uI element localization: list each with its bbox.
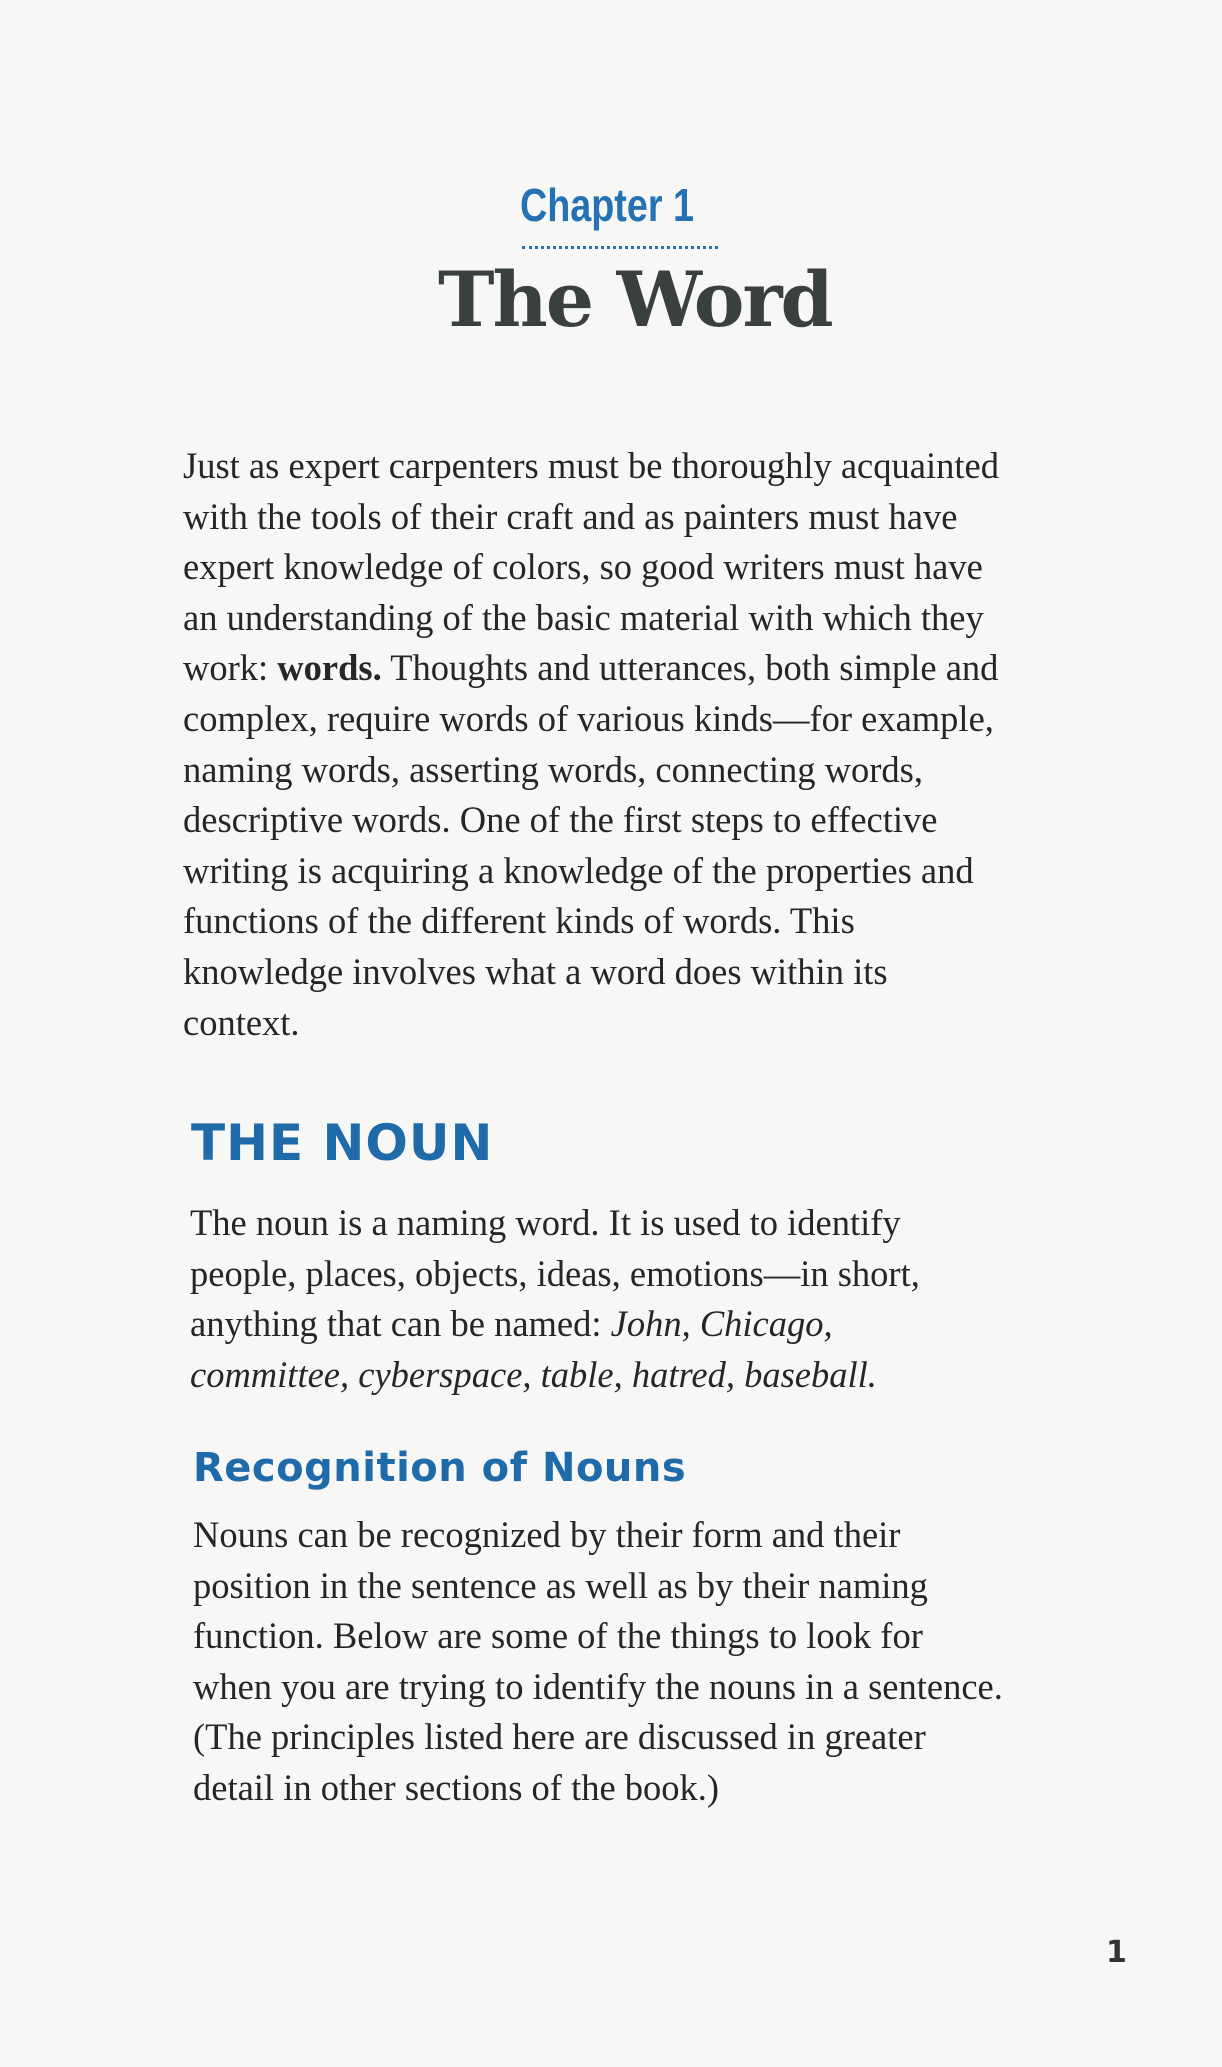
chapter-dotted-rule: [522, 246, 718, 249]
recognition-paragraph: [193, 1510, 1003, 1814]
intro-line-prefix: work:: [183, 647, 278, 689]
intro-line-suffix: Thoughts and utterances, both simple and: [381, 647, 999, 689]
noun-line: people, places, objects, ideas, emotions—in short,: [190, 1252, 920, 1294]
intro-line: an understanding of the basic material with which they: [183, 596, 984, 638]
intro-line: descriptive words. One of the first steps to effective: [183, 799, 938, 841]
page-number: 1: [1106, 1935, 1127, 1970]
intro-line: writing is acquiring a knowledge of the properties and: [183, 849, 974, 891]
recognition-line: detail in other sections of the book.): [193, 1766, 720, 1808]
section-heading-the-noun: THE NOUN: [191, 1114, 494, 1172]
intro-paragraph: [183, 441, 999, 1048]
intro-line-with-bold: [183, 643, 999, 694]
recognition-line: function. Below are some of the things to look for: [193, 1615, 923, 1657]
intro-line: functions of the different kinds of words. This: [183, 900, 855, 942]
intro-line: with the tools of their craft and as painters must have: [183, 495, 958, 537]
noun-examples-line: [190, 1350, 920, 1401]
intro-line: context.: [183, 1001, 300, 1043]
noun-examples-italic: committee, cyberspace, table, hatred, baseball.: [190, 1353, 877, 1395]
recognition-line: position in the sentence as well as by their naming: [193, 1564, 928, 1606]
noun-paragraph: [190, 1198, 920, 1400]
intro-line: Just as expert carpenters must be thoroughly acquainted: [183, 445, 999, 486]
chapter-label: Chapter 1: [520, 179, 694, 231]
recognition-line: (The principles listed here are discussed in greater: [193, 1716, 926, 1758]
bold-term-words: words.: [277, 647, 382, 689]
intro-line: expert knowledge of colors, so good writers must have: [183, 546, 983, 588]
intro-line: naming words, asserting words, connecting words,: [183, 748, 924, 790]
noun-line-with-examples: [190, 1299, 920, 1350]
noun-line-prefix: anything that can be named:: [190, 1303, 611, 1345]
intro-line: complex, require words of various kinds—for example,: [183, 697, 994, 739]
chapter-title: The Word: [438, 255, 832, 344]
noun-line: The noun is a naming word. It is used to identify: [190, 1202, 901, 1243]
recognition-line: when you are trying to identify the nouns in a sentence.: [193, 1665, 1003, 1707]
subsection-heading-recognition: Recognition of Nouns: [193, 1445, 687, 1491]
recognition-line: Nouns can be recognized by their form and their: [193, 1514, 901, 1555]
noun-examples-italic: John, Chicago,: [610, 1303, 833, 1345]
intro-line: knowledge involves what a word does within its: [183, 950, 888, 992]
